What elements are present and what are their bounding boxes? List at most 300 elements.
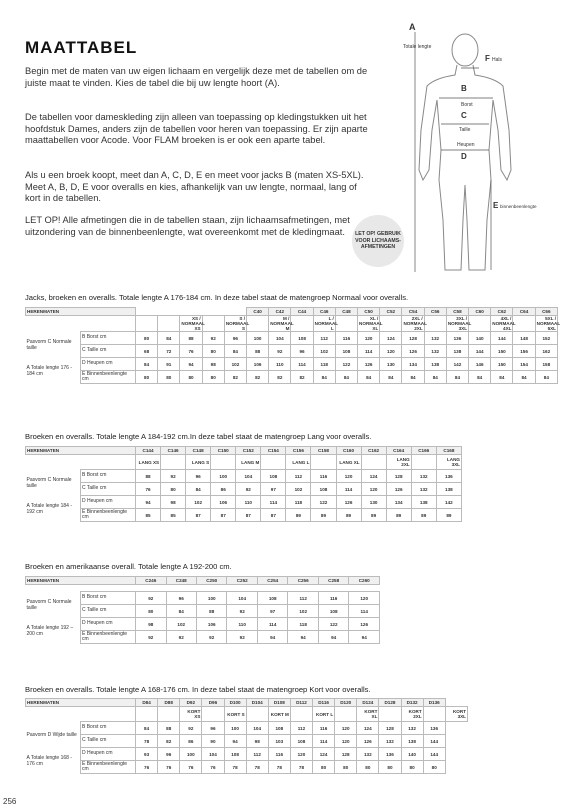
measurement-value: 92 — [236, 483, 261, 496]
measurement-value: 142 — [436, 496, 461, 509]
measurement-value: 103 — [268, 735, 290, 748]
measurement-label: E Binnenbeenlengte cm — [81, 509, 136, 522]
size-label-cell — [161, 455, 186, 470]
measurement-value: 96 — [186, 470, 211, 483]
fit-group-label: A Totale lengte 192 – 200 cm — [26, 618, 81, 644]
size-label-cell: KORT XS — [180, 707, 202, 722]
measurement-value: 116 — [268, 748, 290, 761]
measurement-value: 102 — [166, 618, 196, 631]
measurement-value: 104 — [246, 722, 268, 735]
measurement-value: 150 — [491, 358, 513, 371]
table-header-row — [26, 577, 380, 585]
measurement-value: 82 — [158, 735, 180, 748]
measurement-value: 92 — [136, 592, 166, 605]
measurement-value: 84 — [491, 371, 513, 384]
measurement-value: 80 — [379, 761, 401, 774]
size-code-cell: D104 — [246, 699, 268, 707]
size-table-2 — [25, 446, 462, 522]
measurement-value: 82 — [247, 371, 269, 384]
measurement-value: 162 — [535, 345, 557, 358]
size-label-row — [26, 455, 462, 470]
measurement-value: 92 — [196, 631, 226, 644]
measurement-value: 144 — [491, 332, 513, 345]
size-label-cell: KORT S — [224, 707, 246, 722]
label-f-sub: Hals — [492, 57, 503, 63]
measurement-value: 130 — [380, 358, 402, 371]
label-d: D — [461, 152, 467, 161]
measurement-value: 76 — [202, 761, 224, 774]
measurement-value: 94 — [349, 631, 380, 644]
measurement-value: 132 — [424, 345, 446, 358]
table-row — [26, 735, 468, 748]
measurement-value: 110 — [227, 618, 257, 631]
measurement-value: 80 — [357, 761, 379, 774]
size-label-cell — [136, 316, 158, 332]
size-label-spacer — [26, 707, 136, 722]
measurement-value: 138 — [411, 496, 436, 509]
measurement-value: 92 — [202, 332, 224, 345]
measurement-value: 102 — [286, 483, 311, 496]
size-label-cell — [335, 316, 357, 332]
measurement-value: 132 — [424, 332, 446, 345]
measurement-value: 120 — [358, 332, 380, 345]
table-row — [26, 618, 380, 631]
measurement-value: 80 — [136, 371, 158, 384]
measurement-value: 116 — [318, 592, 348, 605]
measurement-value: 100 — [224, 722, 246, 735]
size-label-cell — [311, 455, 336, 470]
measurement-value: 82 — [269, 371, 291, 384]
measurement-value: 92 — [227, 605, 257, 618]
size-label-cell: LANG 2XL — [386, 455, 411, 470]
measurement-value: 122 — [318, 618, 348, 631]
measurement-value: 120 — [336, 470, 361, 483]
size-code-cell: C154 — [261, 447, 286, 455]
measurement-value: 88 — [196, 605, 226, 618]
size-code-cell: D112 — [290, 699, 312, 707]
measurement-value: 93 — [136, 748, 158, 761]
measurement-value: 136 — [379, 748, 401, 761]
measurement-label: E Binnenbeenlengte cm — [81, 371, 136, 384]
measurement-label: C Taille cm — [81, 605, 136, 618]
measurement-value: 88 — [180, 332, 202, 345]
measurement-value: 106 — [247, 358, 269, 371]
measurement-value: 114 — [358, 345, 380, 358]
measurement-value: 114 — [313, 735, 335, 748]
measurement-value: 85 — [161, 509, 186, 522]
measurement-value: 114 — [291, 358, 313, 371]
measurement-value: 72 — [158, 345, 180, 358]
measurement-value: 132 — [401, 722, 423, 735]
size-code-cell: C246 — [136, 577, 166, 585]
measurement-value: 134 — [386, 496, 411, 509]
measurement-value: 108 — [268, 722, 290, 735]
size-code-cell: D116 — [313, 699, 335, 707]
measurement-label: E Binnenbeenlengte cm — [81, 631, 136, 644]
measurement-value: 158 — [535, 358, 557, 371]
measurement-value: 118 — [286, 496, 311, 509]
table-row — [26, 332, 558, 345]
measurement-value: 82 — [224, 371, 246, 384]
measurement-value: 104 — [227, 592, 257, 605]
size-label-cell — [469, 316, 491, 332]
fit-group-label: A Totale lengte 184 - 192 cm — [26, 496, 81, 522]
table-row — [26, 496, 462, 509]
size-code-cell: C40 — [247, 308, 269, 316]
measurement-label: C Taille cm — [81, 483, 136, 496]
measurement-value: 92 — [161, 470, 186, 483]
table-header-row — [26, 699, 468, 707]
fit-group-label: A Totale lengte 168 - 176 cm — [26, 748, 81, 774]
measurement-value: 156 — [513, 345, 535, 358]
measurement-value: 94 — [180, 358, 202, 371]
measurement-value: 80 — [335, 761, 357, 774]
size-label-cell — [424, 316, 446, 332]
measurement-label: E Binnenbeenlengte cm — [81, 761, 136, 774]
table-row — [26, 748, 468, 761]
size-code-cell: C144 — [136, 447, 161, 455]
measurement-value: 96 — [158, 748, 180, 761]
measurement-value: 124 — [380, 332, 402, 345]
size-label-cell — [136, 707, 158, 722]
measurement-value: 80 — [158, 371, 180, 384]
measurement-value: 132 — [411, 470, 436, 483]
size-label-cell — [261, 455, 286, 470]
size-code-cell: D108 — [268, 699, 290, 707]
measurement-value: 84 — [335, 371, 357, 384]
size-code-cell: C64 — [513, 308, 535, 316]
measurement-value: 102 — [224, 358, 246, 371]
measurement-value: 112 — [246, 748, 268, 761]
measurement-value: 98 — [136, 618, 166, 631]
size-label-cell — [202, 707, 224, 722]
size-code-cell: C46 — [313, 308, 335, 316]
measurement-value: 112 — [286, 470, 311, 483]
size-code-cell: C66 — [535, 308, 557, 316]
measurement-value: 132 — [357, 748, 379, 761]
measurement-value: 94 — [318, 631, 348, 644]
measurement-value: 108 — [291, 332, 313, 345]
label-c-sub: Taille — [459, 127, 471, 133]
page-title: MAATTABEL — [25, 38, 138, 57]
measurement-value: 118 — [313, 358, 335, 371]
size-label-row — [26, 585, 380, 592]
measurement-value: 88 — [136, 470, 161, 483]
size-label-cell: KORT M — [268, 707, 290, 722]
size-label-cell: LANG L — [286, 455, 311, 470]
size-label-cell: LANG XL — [336, 455, 361, 470]
size-label-cell: L / NORMAAL L — [314, 316, 339, 331]
table-row — [26, 371, 558, 384]
measurement-value: 108 — [335, 345, 357, 358]
size-code-cell: C166 — [411, 447, 436, 455]
measurement-value: 97 — [257, 605, 287, 618]
header-spacer — [136, 308, 247, 316]
size-label-cell: 4XL / NORMAAL 4XL — [492, 316, 516, 331]
measurement-value: 98 — [246, 735, 268, 748]
size-label-cell: 3XL / NORMAAL 3XL — [447, 316, 472, 331]
size-code-cell: C50 — [358, 308, 380, 316]
measurement-value: 120 — [349, 592, 380, 605]
measurement-value: 86 — [180, 735, 202, 748]
size-label-cell: M / NORMAAL M — [270, 316, 294, 331]
measurement-value: 80 — [136, 605, 166, 618]
measurement-value: 85 — [136, 509, 161, 522]
size-label-cell — [379, 707, 401, 722]
measurement-value: 84 — [136, 722, 158, 735]
size-code-cell: C256 — [288, 577, 318, 585]
measurement-value: 126 — [336, 496, 361, 509]
measurement-value: 94 — [224, 735, 246, 748]
measurement-value: 94 — [288, 631, 318, 644]
size-label-cell: KORT 3XL — [445, 707, 467, 722]
measurement-value: 80 — [423, 761, 445, 774]
measurement-value: 90 — [202, 735, 224, 748]
measurement-value: 126 — [402, 345, 424, 358]
measurement-value: 78 — [268, 761, 290, 774]
intro-paragraph-2: De tabellen voor dameskleding zijn alleen van toepassing op kledingstukken uit het hoofdstuk Dames, anders zijn de tabellen voor heren van toepassing. Er zijn aparte maattabellen voor Acode. Voor FLAM broeken is er ook een aparte tabel. — [25, 112, 368, 146]
measurement-value: 84 — [358, 371, 380, 384]
measurement-value: 78 — [290, 761, 312, 774]
fit-group-label: Pasvorm C Normale taille — [26, 592, 81, 618]
size-label-cell — [423, 707, 445, 722]
measurement-value: 104 — [236, 470, 261, 483]
measurement-value: 80 — [161, 483, 186, 496]
size-code-cell: C150 — [211, 447, 236, 455]
size-code-cell: C158 — [311, 447, 336, 455]
table-header-label: HERENMATEN — [26, 308, 136, 316]
table-2-title: Broeken en overalls. Totale lengte A 184-192 cm.In deze tabel staat de matengroep Lang voor overalls. — [25, 432, 372, 441]
measurement-value: 92 — [227, 631, 257, 644]
measurement-value: 82 — [291, 371, 313, 384]
size-label-cell: 5XL / NORMAAL 5XL — [536, 316, 561, 331]
measurement-value: 116 — [313, 722, 335, 735]
size-code-cell: C44 — [291, 308, 313, 316]
size-label-cell — [202, 316, 224, 332]
measurement-value: 87 — [186, 509, 211, 522]
measurement-value: 78 — [246, 761, 268, 774]
label-a: A — [409, 22, 416, 32]
size-label-cell — [158, 707, 180, 722]
measurement-value: 112 — [313, 332, 335, 345]
measurement-value: 128 — [386, 470, 411, 483]
measurement-value: 76 — [136, 761, 158, 774]
measurement-label: B Borst cm — [81, 722, 136, 735]
intro-paragraph-1: Begin met de maten van uw eigen lichaam en vergelijk deze met de tabellen om de juiste maat te vinden. Kies de tabel die bij uw lengte hoort (A). — [25, 66, 368, 88]
size-code-cell: C252 — [227, 577, 257, 585]
measurement-value: 80 — [202, 345, 224, 358]
measurement-value: 89 — [311, 509, 336, 522]
size-label-cell: KORT XL — [357, 707, 379, 722]
size-code-cell: D100 — [224, 699, 246, 707]
measurement-value: 138 — [436, 483, 461, 496]
table-row — [26, 722, 468, 735]
measurement-value: 136 — [423, 722, 445, 735]
label-b: B — [461, 84, 467, 93]
measurement-value: 102 — [288, 605, 318, 618]
note-badge-text: LET OP! GEBRUIK VOOR LICHAAMS-AFMETINGEN — [355, 231, 401, 251]
size-code-cell: C260 — [349, 577, 380, 585]
measurement-value: 120 — [361, 483, 386, 496]
measurement-value: 84 — [469, 371, 491, 384]
measurement-value: 106 — [211, 496, 236, 509]
size-label-row — [26, 707, 468, 722]
measurement-value: 148 — [513, 332, 535, 345]
measurement-value: 100 — [211, 470, 236, 483]
measurement-value: 106 — [196, 618, 226, 631]
size-code-cell: D120 — [335, 699, 357, 707]
size-code-cell: D84 — [136, 699, 158, 707]
size-code-cell: D88 — [158, 699, 180, 707]
note-badge — [352, 215, 404, 267]
measurement-value: 97 — [261, 483, 286, 496]
measurement-value: 126 — [357, 735, 379, 748]
measurement-value: 108 — [257, 592, 287, 605]
label-c: C — [461, 111, 467, 120]
size-label-cell — [513, 316, 535, 332]
measurement-value: 120 — [335, 722, 357, 735]
measurement-value: 108 — [224, 748, 246, 761]
label-b-sub: Borst — [461, 102, 473, 108]
label-e: E — [493, 201, 499, 210]
table-header-label: HERENMATEN — [26, 447, 136, 455]
measurement-value: 84 — [513, 371, 535, 384]
measurement-value: 84 — [158, 332, 180, 345]
measurement-value: 120 — [335, 735, 357, 748]
measurement-value: 76 — [180, 345, 202, 358]
measurement-value: 154 — [513, 358, 535, 371]
size-code-cell: D132 — [401, 699, 423, 707]
measurement-label: D Heupen cm — [81, 748, 136, 761]
size-label-cell — [411, 455, 436, 470]
measurement-value: 84 — [224, 345, 246, 358]
size-label-cell: LANG S — [186, 455, 211, 470]
table-row — [26, 345, 558, 358]
measurement-value: 84 — [424, 371, 446, 384]
measurement-value: 76 — [158, 761, 180, 774]
size-label-cell: S / NORMAAL S — [225, 316, 250, 331]
measurement-value: 120 — [380, 345, 402, 358]
size-code-cell: C258 — [318, 577, 348, 585]
measurement-value: 124 — [361, 470, 386, 483]
size-code-cell: C146 — [161, 447, 186, 455]
measurement-value: 118 — [288, 618, 318, 631]
measurement-value: 92 — [166, 631, 196, 644]
measurement-value: 84 — [446, 371, 468, 384]
body-measurement-figure — [395, 20, 565, 290]
size-code-cell: C54 — [402, 308, 424, 316]
measurement-value: 108 — [311, 483, 336, 496]
page-number: 256 — [3, 797, 17, 806]
label-d-sub: Heupen — [457, 142, 475, 148]
measurement-value: 122 — [335, 358, 357, 371]
size-code-cell: D128 — [379, 699, 401, 707]
body-outline-illustration — [395, 20, 565, 290]
size-code-cell: C162 — [361, 447, 386, 455]
size-code-cell: C250 — [196, 577, 226, 585]
table-row — [26, 592, 380, 605]
measurement-value: 84 — [402, 371, 424, 384]
size-label-cell: XL / NORMAAL XL — [359, 316, 383, 331]
measurement-value: 92 — [136, 631, 166, 644]
size-code-cell: D96 — [202, 699, 224, 707]
size-label-cell: LANG M — [236, 455, 261, 470]
measurement-label: D Heupen cm — [81, 358, 136, 371]
measurement-value: 152 — [535, 332, 557, 345]
measurement-value: 76 — [136, 483, 161, 496]
measurement-value: 87 — [211, 509, 236, 522]
measurement-value: 100 — [247, 332, 269, 345]
measurement-value: 78 — [136, 735, 158, 748]
table-4-title: Broeken en overalls. Totale lengte A 168-176 cm. In deze tabel staat de matengroep Kort voor overalls. — [25, 685, 371, 694]
size-label-cell: LANG 3XL — [436, 455, 461, 470]
fit-group-label: Pasvorm D Wijde taille — [26, 722, 81, 748]
measurement-value: 122 — [311, 496, 336, 509]
measurement-value: 136 — [436, 470, 461, 483]
measurement-value: 96 — [291, 345, 313, 358]
table-row — [26, 761, 468, 774]
measurement-value: 87 — [236, 509, 261, 522]
measurement-value: 96 — [202, 722, 224, 735]
measurement-value: 89 — [361, 509, 386, 522]
measurement-value: 108 — [290, 735, 312, 748]
size-label-cell — [158, 316, 180, 332]
measurement-value: 126 — [349, 618, 380, 631]
measurement-value: 84 — [166, 605, 196, 618]
table-header-row — [26, 308, 558, 316]
size-code-cell: C160 — [336, 447, 361, 455]
measurement-value: 114 — [257, 618, 287, 631]
size-code-cell: C52 — [380, 308, 402, 316]
measurement-value: 144 — [423, 748, 445, 761]
size-code-cell: C42 — [269, 308, 291, 316]
table-header-label: HERENMATEN — [26, 577, 136, 585]
measurement-value: 108 — [261, 470, 286, 483]
size-label-spacer — [26, 455, 136, 470]
intro-paragraph-3: Als u een broek koopt, meet dan A, C, D, E en meet voor jacks B (maten XS-5XL). Meet A, B, D, E voor overalls en kies, afhankelijk van uw lengte, normaal, lang of kort in de tabellen. — [25, 170, 364, 204]
measurement-value: 124 — [313, 748, 335, 761]
measurement-value: 88 — [158, 722, 180, 735]
label-a-sub: Totale lengte — [403, 44, 432, 50]
measurement-value: 116 — [311, 470, 336, 483]
measurement-value: 96 — [224, 332, 246, 345]
size-code-cell: C168 — [436, 447, 461, 455]
table-row — [26, 509, 462, 522]
measurement-label: B Borst cm — [81, 592, 136, 605]
table-header-label: HERENMATEN — [26, 699, 136, 707]
measurement-value: 89 — [436, 509, 461, 522]
measurement-label: C Taille cm — [81, 735, 136, 748]
measurement-value: 100 — [180, 748, 202, 761]
measurement-value: 80 — [202, 371, 224, 384]
measurement-value: 146 — [469, 358, 491, 371]
measurement-value: 126 — [386, 483, 411, 496]
size-code-cell: D124 — [357, 699, 379, 707]
size-code-cell: C58 — [446, 308, 468, 316]
measurement-value: 134 — [402, 358, 424, 371]
measurement-value: 114 — [336, 483, 361, 496]
measurement-value: 138 — [446, 345, 468, 358]
size-label-cell: LANG XS — [136, 455, 161, 470]
size-table-3 — [25, 576, 380, 644]
measurement-value: 89 — [386, 509, 411, 522]
size-code-cell: C62 — [491, 308, 513, 316]
size-label-spacer — [26, 316, 136, 332]
measurement-value: 126 — [358, 358, 380, 371]
table-1-title: Jacks, broeken en overalls. Totale lengte A 176-184 cm. In deze tabel staat de matengroep Normaal voor overalls. — [25, 293, 409, 302]
measurement-value: 94 — [136, 496, 161, 509]
measurement-value: 84 — [380, 371, 402, 384]
